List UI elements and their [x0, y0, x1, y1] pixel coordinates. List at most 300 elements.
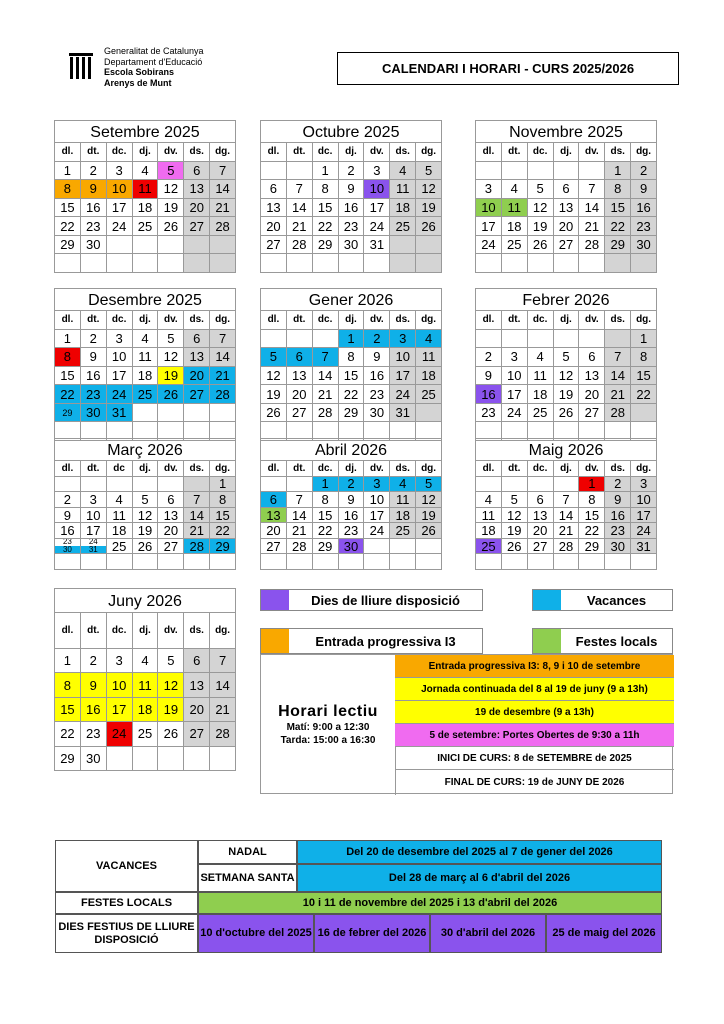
legend-label: Dies de lliure disposició [311, 592, 460, 608]
day-number: 23 [62, 538, 72, 547]
day-cell [390, 554, 416, 570]
day-cell: 9 [81, 348, 107, 367]
day-cell: 12 [416, 492, 442, 508]
day-cell: 27 [184, 722, 210, 746]
day-cell: 20 [261, 523, 287, 539]
day-cell: 21 [605, 385, 631, 404]
day-cell [528, 162, 554, 181]
day-cell: 6 [158, 492, 184, 508]
day-cell: 6 [287, 348, 313, 367]
org-line-town: Arenys de Munt [104, 77, 172, 88]
day-cell [554, 554, 580, 570]
day-cell: 19 [554, 385, 580, 404]
month-title: Abril 2026 [261, 439, 442, 461]
day-cell: 10 [364, 492, 390, 508]
weekday-header: dg. [416, 143, 442, 162]
day-cell: 12 [158, 180, 184, 199]
day-cell: 16 [55, 523, 81, 539]
weekday-header: dl. [476, 311, 502, 330]
weekday-header: dg. [416, 461, 442, 477]
day-cell: 3 [502, 348, 528, 367]
day-cell: 30 [339, 236, 365, 255]
day-cell [287, 330, 313, 349]
day-cell: 2 [476, 348, 502, 367]
weekday-header: ds. [390, 461, 416, 477]
day-cell: 20 [184, 199, 210, 218]
day-cell: 10 [107, 348, 133, 367]
day-cell [81, 539, 107, 555]
month-abril-2026 [260, 438, 442, 570]
day-cell: 29 [579, 539, 605, 555]
day-cell: 2 [339, 162, 365, 181]
weekday-header: dc. [528, 143, 554, 162]
day-cell: 5 [554, 348, 580, 367]
day-cell [554, 162, 580, 181]
day-cell: 21 [210, 367, 236, 386]
day-cell: 16 [476, 385, 502, 404]
day-cell: 1 [605, 162, 631, 181]
day-cell [579, 162, 605, 181]
day-cell: 13 [184, 673, 210, 697]
day-cell: 24 [107, 385, 133, 404]
day-cell: 15 [631, 367, 657, 386]
day-cell: 31 [364, 236, 390, 255]
day-cell [502, 330, 528, 349]
day-cell: 13 [287, 367, 313, 386]
day-cell: 11 [107, 508, 133, 524]
day-cell: 6 [184, 162, 210, 181]
summary-lliure-date-3: 30 d'abril del 2026 [430, 914, 546, 953]
weekday-header: dj. [133, 613, 159, 649]
day-cell: 20 [579, 385, 605, 404]
day-cell: 6 [184, 649, 210, 673]
day-cell: 26 [528, 236, 554, 255]
day-cell: 11 [528, 367, 554, 386]
day-cell: 4 [133, 162, 159, 181]
day-cell: 15 [55, 698, 81, 722]
weekday-header: dj. [554, 143, 580, 162]
summary-table [55, 840, 662, 953]
org-line-departament: Departament d'Educació [104, 56, 203, 67]
day-cell [158, 747, 184, 771]
day-cell [554, 254, 580, 273]
weekday-header: dc. [313, 461, 339, 477]
weekday-header: dl. [476, 461, 502, 477]
day-cell: 25 [476, 539, 502, 555]
day-cell: 10 [502, 367, 528, 386]
day-cell: 28 [313, 404, 339, 423]
day-cell: 26 [416, 217, 442, 236]
day-cell: 8 [579, 492, 605, 508]
weekday-header: dv. [579, 311, 605, 330]
weekday-header: dl. [55, 143, 81, 162]
day-cell: 13 [261, 199, 287, 218]
day-cell: 15 [579, 508, 605, 524]
day-cell: 17 [502, 385, 528, 404]
day-cell: 28 [579, 236, 605, 255]
weekday-header: ds. [390, 143, 416, 162]
day-cell: 6 [554, 180, 580, 199]
day-cell: 12 [261, 367, 287, 386]
day-cell: 16 [605, 508, 631, 524]
day-cell [184, 236, 210, 255]
weekday-header: dc. [528, 311, 554, 330]
day-cell: 25 [107, 539, 133, 555]
day-cell: 29 [313, 236, 339, 255]
day-cell: 2 [81, 330, 107, 349]
day-cell: 6 [579, 348, 605, 367]
day-cell: 5 [158, 330, 184, 349]
day-cell: 24 [631, 523, 657, 539]
day-cell [261, 477, 287, 493]
day-cell: 29 [313, 539, 339, 555]
day-cell: 31 [107, 404, 133, 423]
month-gener-2026 [260, 288, 442, 441]
day-cell [287, 162, 313, 181]
weekday-header: dt. [502, 311, 528, 330]
day-cell [416, 254, 442, 273]
day-cell: 21 [313, 385, 339, 404]
day-cell: 8 [313, 492, 339, 508]
day-cell: 24 [390, 385, 416, 404]
day-cell: 21 [287, 523, 313, 539]
day-cell: 1 [55, 162, 81, 181]
day-cell: 28 [210, 385, 236, 404]
month-marc-2026 [54, 438, 236, 570]
day-cell: 28 [210, 722, 236, 746]
weekday-header: dt. [81, 461, 107, 477]
summary-nadal-range: Del 20 de desembre del 2025 al 7 de gener del 2026 [297, 840, 662, 864]
day-cell: 23 [631, 217, 657, 236]
day-cell: 18 [133, 367, 159, 386]
day-cell [210, 236, 236, 255]
day-cell: 11 [133, 673, 159, 697]
legend-entrada-progressiva [260, 628, 483, 654]
day-cell [339, 554, 365, 570]
day-cell: 21 [210, 199, 236, 218]
horari-lectiu [261, 655, 396, 795]
day-cell: 13 [528, 508, 554, 524]
day-cell: 17 [107, 199, 133, 218]
day-cell: 20 [528, 523, 554, 539]
day-cell: 1 [55, 649, 81, 673]
day-cell [184, 747, 210, 771]
day-cell: 22 [631, 385, 657, 404]
legend-festes-locals [532, 628, 673, 654]
day-cell [313, 554, 339, 570]
day-cell: 12 [502, 508, 528, 524]
day-cell: 12 [416, 180, 442, 199]
day-cell: 31 [390, 404, 416, 423]
generalitat-logo-icon [68, 51, 94, 81]
month-title: Setembre 2025 [55, 121, 236, 143]
day-cell: 16 [631, 199, 657, 218]
day-cell [528, 554, 554, 570]
day-cell: 15 [55, 367, 81, 386]
day-cell: 4 [476, 492, 502, 508]
day-cell: 12 [554, 367, 580, 386]
org-line-school: Escola Sobirans [104, 67, 175, 77]
day-cell: 7 [313, 348, 339, 367]
day-cell: 21 [210, 698, 236, 722]
month-setembre-2025 [54, 120, 236, 273]
day-cell [55, 554, 81, 570]
weekday-header: dg. [631, 311, 657, 330]
day-cell: 5 [133, 492, 159, 508]
day-cell [287, 477, 313, 493]
day-cell: 18 [476, 523, 502, 539]
day-cell [502, 554, 528, 570]
weekday-header: dj. [339, 311, 365, 330]
day-cell: 20 [184, 698, 210, 722]
day-cell: 25 [133, 722, 159, 746]
day-cell: 11 [133, 180, 159, 199]
day-cell: 8 [55, 180, 81, 199]
day-cell: 19 [416, 199, 442, 218]
day-cell: 15 [210, 508, 236, 524]
day-cell: 11 [390, 180, 416, 199]
day-cell: 31 [631, 539, 657, 555]
day-cell: 2 [55, 492, 81, 508]
day-cell [133, 236, 159, 255]
day-cell [133, 477, 159, 493]
day-cell: 17 [81, 523, 107, 539]
day-cell: 7 [184, 492, 210, 508]
day-cell: 11 [416, 348, 442, 367]
day-cell: 18 [390, 508, 416, 524]
day-cell: 16 [339, 199, 365, 218]
weekday-header: dg. [210, 613, 236, 649]
day-cell [476, 254, 502, 273]
day-cell: 7 [605, 348, 631, 367]
day-cell: 14 [554, 508, 580, 524]
day-cell: 21 [287, 217, 313, 236]
day-cell: 17 [364, 199, 390, 218]
day-cell: 15 [55, 199, 81, 218]
day-cell: 30 [81, 747, 107, 771]
day-cell: 11 [390, 492, 416, 508]
day-cell: 14 [287, 199, 313, 218]
day-cell: 1 [313, 162, 339, 181]
page-title: CALENDARI I HORARI - CURS 2025/2026 [337, 52, 679, 85]
day-cell: 26 [133, 539, 159, 555]
legend-label: Vacances [586, 592, 647, 608]
horari-row-desembre: 19 de desembre (9 a 13h) [395, 701, 674, 724]
weekday-header: ds. [184, 311, 210, 330]
day-cell: 17 [631, 508, 657, 524]
day-cell [364, 554, 390, 570]
day-cell: 26 [158, 385, 184, 404]
day-cell: 1 [631, 330, 657, 349]
weekday-header: dv. [364, 461, 390, 477]
day-cell: 19 [528, 217, 554, 236]
weekday-header: dg. [416, 311, 442, 330]
day-cell: 28 [287, 236, 313, 255]
day-cell [184, 404, 210, 423]
day-cell [133, 554, 159, 570]
day-cell: 6 [184, 330, 210, 349]
day-cell [528, 477, 554, 493]
weekday-header: dj. [133, 311, 159, 330]
summary-lliure-date-4: 25 de maig del 2026 [546, 914, 662, 953]
day-cell: 28 [605, 404, 631, 423]
legend-label: Entrada progressiva I3 [315, 633, 456, 649]
day-cell: 23 [81, 722, 107, 746]
day-cell: 27 [554, 236, 580, 255]
day-cell: 14 [313, 367, 339, 386]
weekday-header: dc. [313, 311, 339, 330]
weekday-header: dt. [502, 461, 528, 477]
day-cell: 28 [184, 539, 210, 555]
day-cell: 25 [133, 217, 159, 236]
weekday-header: dg. [210, 311, 236, 330]
day-cell [158, 404, 184, 423]
day-cell: 22 [55, 722, 81, 746]
day-cell: 13 [184, 180, 210, 199]
weekday-header: dc. [107, 143, 133, 162]
horari-row-entrada: Entrada progressiva I3: 8, 9 i 10 de setembre [395, 655, 674, 678]
day-cell: 21 [184, 523, 210, 539]
weekday-header: dl. [261, 311, 287, 330]
summary-lliure-label: DIES FESTIUS DE LLIURE DISPOSICIÓ [55, 914, 198, 953]
day-cell: 5 [261, 348, 287, 367]
day-cell: 19 [158, 698, 184, 722]
weekday-header: ds. [184, 461, 210, 477]
month-title: Desembre 2025 [55, 289, 236, 311]
day-cell: 5 [502, 492, 528, 508]
day-cell: 18 [133, 199, 159, 218]
day-cell: 13 [579, 367, 605, 386]
day-cell: 23 [339, 523, 365, 539]
day-cell: 16 [339, 508, 365, 524]
day-cell [579, 554, 605, 570]
day-cell: 10 [390, 348, 416, 367]
day-cell: 4 [502, 180, 528, 199]
day-cell: 2 [364, 330, 390, 349]
month-title: Gener 2026 [261, 289, 442, 311]
weekday-header: dt. [81, 311, 107, 330]
day-cell: 19 [261, 385, 287, 404]
day-cell: 4 [390, 162, 416, 181]
summary-lliure-date-2: 16 de febrer del 2026 [314, 914, 430, 953]
weekday-header: ds. [605, 143, 631, 162]
day-cell: 7 [210, 649, 236, 673]
day-cell: 10 [81, 508, 107, 524]
day-cell [81, 554, 107, 570]
day-cell: 26 [554, 404, 580, 423]
day-cell: 24 [364, 217, 390, 236]
day-cell: 14 [210, 348, 236, 367]
day-cell: 12 [158, 348, 184, 367]
legend-vacances [532, 589, 673, 611]
day-cell: 11 [502, 199, 528, 218]
day-cell: 30 [81, 404, 107, 423]
day-cell: 20 [287, 385, 313, 404]
day-cell [313, 254, 339, 273]
legend-swatch-violet [261, 590, 289, 610]
day-cell: 16 [81, 199, 107, 218]
day-cell: 1 [313, 477, 339, 493]
day-cell: 22 [55, 385, 81, 404]
day-cell [210, 554, 236, 570]
day-cell: 9 [55, 508, 81, 524]
day-cell: 18 [528, 385, 554, 404]
weekday-header: ds. [184, 143, 210, 162]
day-cell [416, 539, 442, 555]
day-cell [476, 477, 502, 493]
weekday-header: dj. [339, 461, 365, 477]
day-cell [502, 477, 528, 493]
day-cell: 26 [158, 722, 184, 746]
day-cell: 29 [605, 236, 631, 255]
day-cell: 7 [554, 492, 580, 508]
day-cell [261, 330, 287, 349]
horari-row-jornada: Jornada continuada del 8 al 19 de juny (9 a 13h) [395, 678, 674, 701]
month-novembre-2025 [475, 120, 657, 273]
day-cell [476, 162, 502, 181]
day-cell: 18 [502, 217, 528, 236]
day-cell: 25 [502, 236, 528, 255]
day-cell: 7 [579, 180, 605, 199]
day-cell: 12 [133, 508, 159, 524]
day-cell: 18 [133, 698, 159, 722]
organization-block [104, 46, 204, 88]
month-maig-2026 [475, 438, 657, 570]
day-cell: 10 [631, 492, 657, 508]
day-cell: 13 [184, 348, 210, 367]
day-cell: 23 [364, 385, 390, 404]
day-cell: 25 [133, 385, 159, 404]
day-cell [313, 330, 339, 349]
month-octubre-2025 [260, 120, 442, 273]
day-cell: 10 [364, 180, 390, 199]
day-cell [133, 747, 159, 771]
weekday-header: dl. [261, 143, 287, 162]
day-cell: 3 [107, 330, 133, 349]
day-cell: 26 [158, 217, 184, 236]
weekday-header: dt. [287, 311, 313, 330]
day-cell: 17 [107, 367, 133, 386]
day-cell [339, 254, 365, 273]
day-cell: 28 [287, 539, 313, 555]
weekday-header: dg. [631, 461, 657, 477]
day-cell: 24 [364, 523, 390, 539]
day-cell [184, 554, 210, 570]
weekday-header: dv. [364, 311, 390, 330]
day-cell: 7 [287, 180, 313, 199]
day-cell: 8 [605, 180, 631, 199]
day-cell [107, 554, 133, 570]
weekday-header: dl. [55, 461, 81, 477]
day-cell [502, 254, 528, 273]
day-cell: 6 [528, 492, 554, 508]
day-cell: 14 [210, 673, 236, 697]
weekday-header: dt. [502, 143, 528, 162]
day-cell: 2 [605, 477, 631, 493]
weekday-header: dc. [107, 613, 133, 649]
weekday-header: dl. [476, 143, 502, 162]
day-cell: 27 [579, 404, 605, 423]
day-cell: 20 [261, 217, 287, 236]
day-cell: 15 [313, 508, 339, 524]
month-title: Maig 2026 [476, 439, 657, 461]
day-cell: 3 [364, 162, 390, 181]
weekday-header: dv. [579, 461, 605, 477]
day-cell: 3 [390, 330, 416, 349]
day-cell [107, 236, 133, 255]
day-cell [261, 554, 287, 570]
month-febrer-2026 [475, 288, 657, 441]
